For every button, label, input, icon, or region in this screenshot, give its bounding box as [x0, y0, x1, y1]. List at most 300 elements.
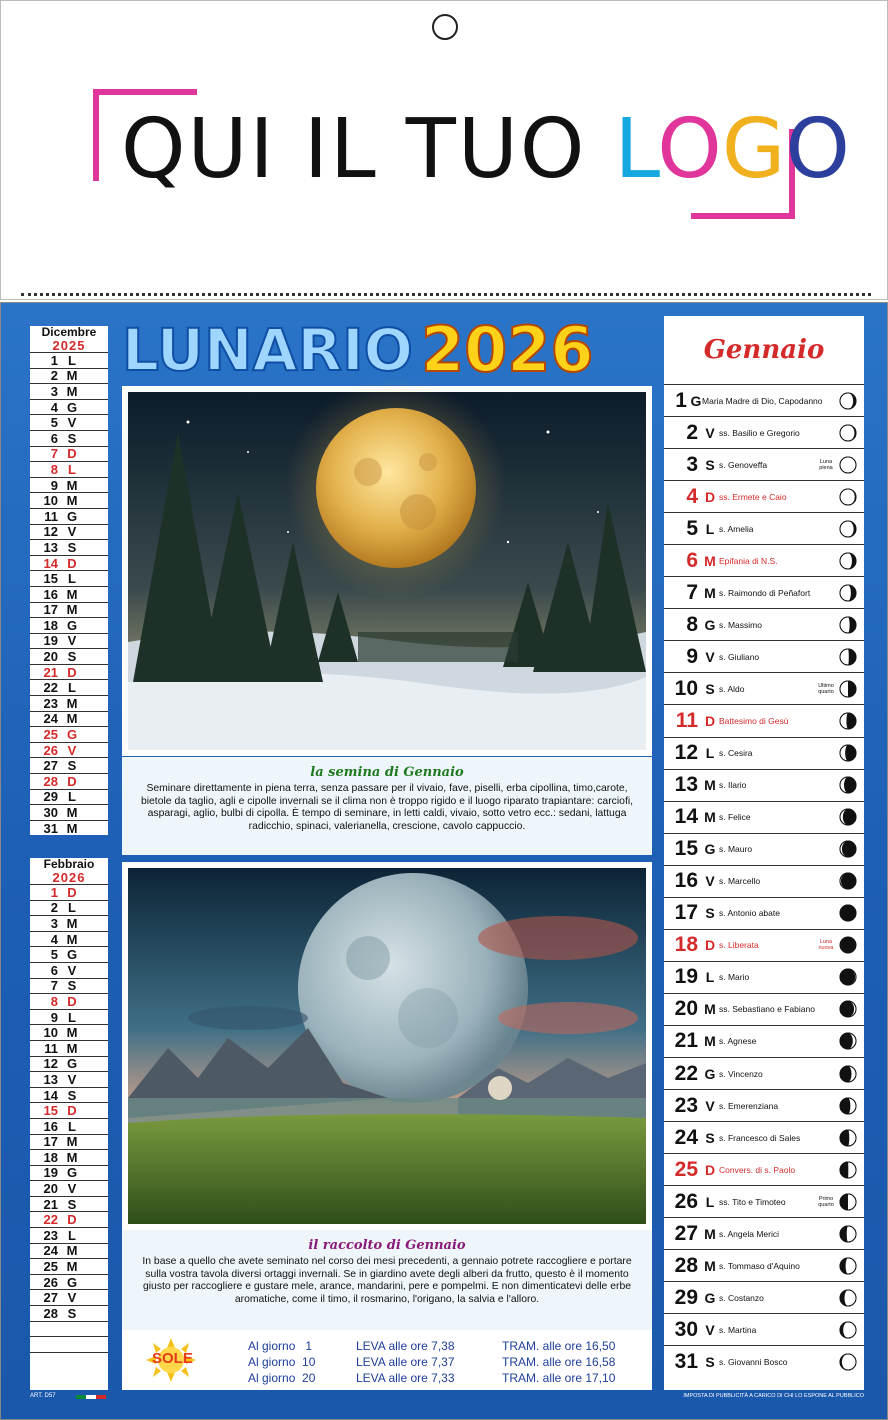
mini-day-number: 7: [50, 446, 58, 462]
mini-day-row: [30, 789, 108, 805]
mini-day-row: [30, 570, 108, 586]
mountain-moon-picture: [122, 862, 652, 1230]
mini-day-row: [30, 1040, 108, 1056]
mini-day-letter: S: [67, 758, 77, 774]
mini-day-number: 1: [50, 352, 58, 368]
day-letter: D: [704, 937, 716, 954]
day-number: 24: [674, 1125, 698, 1149]
semina-title: la semina di Gennaio: [310, 765, 464, 780]
mini-day-row: [30, 804, 108, 820]
mini-day-row: [30, 508, 108, 524]
day-letter: M: [704, 1225, 716, 1242]
mini-day-letter: M: [66, 711, 78, 727]
moon-phase-icon: [838, 1128, 858, 1148]
day-number: 22: [674, 1061, 698, 1085]
mini-day-row: [30, 586, 108, 602]
moon-phase-icon: [838, 1096, 858, 1116]
day-letter: V: [705, 1321, 715, 1338]
saint-name: s. Angela Merici: [719, 1228, 779, 1239]
sunset-time: TRAM. alle ore 16,50: [502, 1339, 616, 1353]
saint-name: s. Mario: [719, 972, 750, 983]
january-day-row: [664, 1057, 864, 1089]
mini-day-row: [30, 1134, 108, 1150]
day-letter: L: [705, 1193, 715, 1210]
logo-placeholder-text: [121, 102, 850, 197]
day-letter: M: [704, 1001, 716, 1018]
mini-day-letter: S: [67, 1196, 77, 1212]
mini-day-letter: D: [67, 773, 77, 789]
article-code: ART. D57: [30, 1393, 56, 1399]
mini-day-row: [30, 368, 108, 384]
january-day-row: [664, 897, 864, 929]
saint-name: s. Raimondo di Peñafort: [719, 587, 811, 598]
january-day-row: [664, 608, 864, 640]
mini-day-letter: G: [66, 399, 78, 415]
day-number: 14: [674, 805, 698, 829]
logo-word: IL: [303, 102, 378, 197]
mini-day-row: [30, 757, 108, 773]
mini-day-number: 8: [50, 993, 58, 1009]
day-number: 27: [674, 1221, 698, 1245]
mini-day-row: [30, 1211, 108, 1227]
mini-day-row: [30, 539, 108, 555]
january-day-row: [664, 1313, 864, 1345]
mini-month-february: [30, 858, 108, 1390]
mini-day-letter: L: [68, 680, 76, 696]
day-number: 28: [674, 1253, 698, 1277]
day-number: 16: [674, 869, 698, 893]
january-day-row: [664, 640, 864, 672]
moon-phase-icon: [838, 807, 858, 827]
mini-day-number: 25: [43, 727, 58, 743]
day-number: 4: [686, 484, 698, 508]
mini-day-number: 10: [43, 493, 58, 509]
january-day-row: [664, 1121, 864, 1153]
mini-day-letter: D: [67, 993, 77, 1009]
day-letter: D: [704, 1161, 716, 1178]
mini-day-letter: M: [66, 1243, 78, 1259]
logo-letter: L: [614, 102, 658, 197]
mini-day-number: 3: [50, 915, 58, 931]
mini-day-row: [30, 915, 108, 931]
saint-name: s. Felice: [719, 812, 751, 823]
moon-phase-icon: [838, 615, 858, 635]
mini-day-row: [30, 900, 108, 916]
saint-name: Battesimo di Gesù: [719, 715, 789, 726]
moon-phase-icon: [838, 967, 858, 987]
mini-day-row: [30, 1118, 108, 1134]
january-day-row: [664, 929, 864, 961]
mini-day-letter: M: [66, 1040, 78, 1056]
logo-header: [0, 0, 888, 300]
day-letter: V: [705, 1097, 715, 1114]
mini-month-year: 2026: [52, 870, 86, 885]
moon-phase-label: Luna nuova: [818, 939, 834, 952]
january-day-row: [664, 544, 864, 576]
moon-phase-icon: [838, 1288, 858, 1308]
mini-month-name: Dicembre: [41, 325, 97, 339]
mini-day-row: [30, 884, 108, 900]
mini-day-row: [30, 492, 108, 508]
mini-month-december: [30, 326, 108, 835]
mini-day-number: 4: [50, 399, 58, 415]
moon-phase-icon: [838, 1064, 858, 1084]
mini-day-letter: M: [66, 1259, 78, 1275]
day-number: 30: [674, 1317, 698, 1341]
mini-day-letter: L: [68, 352, 76, 368]
january-title: Gennaio: [703, 335, 825, 365]
mini-day-number: 17: [43, 1134, 58, 1150]
mini-day-row: [30, 931, 108, 947]
mini-day-letter: M: [66, 586, 78, 602]
mini-day-number: 25: [43, 1259, 58, 1275]
day-number: 29: [674, 1285, 698, 1309]
perforation-line: [21, 293, 871, 296]
mini-day-letter: D: [67, 884, 77, 900]
saint-name: s. Amelia: [719, 523, 754, 534]
mini-day-letter: G: [66, 1274, 78, 1290]
sun-day: Al giorno 1: [248, 1339, 313, 1353]
moon-phase-icon: [838, 839, 858, 859]
sunrise-time: LEVA alle ore 7,37: [356, 1355, 455, 1369]
mini-day-number: 30: [43, 805, 58, 821]
mini-day-number: 12: [43, 1056, 58, 1072]
mini-day-letter: M: [66, 931, 78, 947]
mini-day-row: [30, 1258, 108, 1274]
mini-day-row: [30, 726, 108, 742]
mini-day-number: 6: [50, 962, 58, 978]
january-day-row: [664, 1249, 864, 1281]
january-day-row: [664, 1153, 864, 1185]
mini-day-number: 16: [43, 586, 58, 602]
mini-day-letter: M: [66, 1149, 78, 1165]
day-letter: S: [705, 1353, 715, 1370]
mini-day-number: 11: [44, 508, 58, 524]
mini-day-number: 27: [43, 1290, 58, 1306]
mini-day-number: 22: [43, 680, 58, 696]
mini-day-row: [30, 555, 108, 571]
saint-name: ss. Basilio e Gregorio: [719, 427, 800, 438]
day-number: 8: [686, 612, 698, 636]
italian-flag-icon: [76, 1395, 106, 1399]
january-day-row: [664, 833, 864, 865]
mini-day-row: [30, 993, 108, 1009]
saint-name: s. Giovanni Bosco: [719, 1356, 788, 1367]
day-letter: L: [705, 520, 715, 537]
mini-day-row: [30, 773, 108, 789]
moon-phase-label: Ultimo quarto: [818, 682, 834, 695]
raccolto-text: In base a quello che avete seminato nel corso dei mesi precedenti, a gennaio potrete raccogliere e portare sulla vostra tavola diversi ortaggi invernali. Se in giardino avete degli alberi da frutto, questo è il momento giusto per raccogliere e gustare mele, arance, mandarini, pere e pompelmi. E non dimenticatevi delle erbe aromatiche, come il timo, il rosmarino, l'origano, la salvia e l'alloro.: [142, 1256, 632, 1305]
saint-name: ss. Tito e Timoteo: [719, 1196, 786, 1207]
mini-day-row: [30, 742, 108, 758]
saint-name: s. Antonio abate: [719, 908, 780, 919]
mini-day-number: 21: [43, 664, 58, 680]
mini-day-number: 19: [43, 1165, 58, 1181]
day-letter: L: [705, 745, 715, 762]
january-day-row: [664, 576, 864, 608]
mini-day-letter: D: [67, 555, 77, 571]
mini-day-row: [30, 946, 108, 962]
day-letter: G: [704, 1065, 716, 1082]
mini-day-row: [30, 695, 108, 711]
mini-day-letter: L: [68, 1009, 76, 1025]
day-letter: S: [705, 456, 715, 473]
day-number: 5: [686, 516, 698, 540]
mini-day-row: [30, 399, 108, 415]
mini-day-number: 7: [50, 978, 58, 994]
mini-day-letter: S: [67, 649, 77, 665]
mini-day-number: 27: [43, 758, 58, 774]
mini-day-letter: V: [67, 962, 77, 978]
mini-day-letter: S: [67, 539, 77, 555]
mini-day-letter: M: [66, 368, 78, 384]
mini-day-letter: L: [68, 461, 76, 477]
mini-day-row: [30, 664, 108, 680]
sun-times-panel: [122, 1330, 652, 1390]
mini-day-number: 2: [50, 368, 58, 384]
mini-day-letter: M: [66, 383, 78, 399]
day-number: 13: [674, 773, 698, 797]
mini-day-number: 18: [43, 1149, 58, 1165]
sunrise-time: LEVA alle ore 7,38: [356, 1339, 455, 1353]
mini-day-letter: G: [66, 617, 78, 633]
mini-day-letter: M: [66, 602, 78, 618]
semina-panel: [122, 757, 652, 855]
mini-day-number: 15: [43, 571, 58, 587]
mini-day-row: [30, 1009, 108, 1025]
january-day-row: [664, 769, 864, 801]
day-number: 15: [674, 837, 698, 861]
january-day-row: [664, 480, 864, 512]
sunrise-time: LEVA alle ore 7,33: [356, 1371, 455, 1385]
sun-times-table: [248, 1338, 648, 1386]
mini-day-letter: D: [67, 446, 77, 462]
winter-moon-illustration: [128, 392, 646, 750]
day-letter: M: [704, 552, 716, 569]
moon-phase-icon: [838, 551, 858, 571]
january-day-row: [664, 384, 864, 416]
saint-name: ss. Sebastiano e Fabiano: [719, 1004, 815, 1015]
moon-phase-icon: [838, 1256, 858, 1276]
saint-name: s. Vincenzo: [719, 1068, 763, 1079]
mini-day-letter: S: [67, 1305, 77, 1321]
moon-phase-icon: [838, 391, 858, 411]
saint-name: s. Liberata: [719, 940, 759, 951]
day-number: 3: [686, 452, 698, 476]
day-number: 20: [674, 997, 698, 1021]
mini-day-letter: M: [66, 820, 78, 836]
mini-day-number: 22: [43, 1212, 58, 1228]
january-day-row: [664, 993, 864, 1025]
mini-day-number: 23: [43, 695, 58, 711]
moon-phase-icon: [838, 455, 858, 475]
january-day-list: [664, 384, 864, 1377]
mini-day-row: [30, 820, 108, 836]
sunset-time: TRAM. alle ore 16,58: [502, 1355, 616, 1369]
hanging-hole: [432, 14, 458, 40]
mini-day-row: [30, 1274, 108, 1290]
mini-day-letter: V: [67, 742, 77, 758]
day-letter: G: [704, 616, 716, 633]
mini-day-letter: S: [67, 430, 77, 446]
mini-day-number: 5: [50, 415, 58, 431]
moon-phase-icon: [838, 583, 858, 603]
day-number: 26: [674, 1189, 698, 1213]
moon-phase-icon: [838, 775, 858, 795]
mini-day-number: 24: [43, 711, 58, 727]
january-day-row: [664, 672, 864, 704]
mini-day-number: 8: [50, 461, 58, 477]
title-lunario: LUNARIO: [122, 316, 413, 384]
mini-day-row: [30, 477, 108, 493]
january-day-row: [664, 737, 864, 769]
mini-day-number: 23: [43, 1227, 58, 1243]
day-letter: M: [704, 777, 716, 794]
sun-label: SOLE: [152, 1350, 193, 1367]
logo-letter: G: [721, 102, 786, 197]
mini-day-number: 11: [44, 1040, 58, 1056]
day-letter: S: [705, 1129, 715, 1146]
day-letter: M: [704, 584, 716, 601]
day-number: 19: [674, 965, 698, 989]
mini-day-letter: D: [67, 1212, 77, 1228]
tax-notice: IMPOSTA DI PUBBLICITÀ A CARICO DI CHI LO ESPONE AL PUBBLICO: [683, 1393, 864, 1399]
logo-letter: O: [785, 102, 850, 197]
day-number: 7: [686, 580, 698, 604]
mini-day-letter: V: [67, 1181, 77, 1197]
mini-day-row: [30, 1180, 108, 1196]
mini-day-number: 15: [43, 1103, 58, 1119]
mini-month-name: Febbraio: [43, 857, 95, 871]
day-number: 12: [674, 741, 698, 765]
mini-day-number: 4: [50, 931, 58, 947]
day-letter: G: [690, 392, 702, 409]
mini-day-row: [30, 1024, 108, 1040]
january-day-row: [664, 801, 864, 833]
mini-day-row: [30, 1165, 108, 1181]
saint-name: s. Tommaso d'Aquino: [719, 1260, 800, 1271]
mini-blank-row: [30, 1321, 108, 1337]
moon-phase-label: Primo quarto: [818, 1195, 834, 1208]
saint-name: s. Marcello: [719, 876, 761, 887]
mini-day-number: 5: [50, 947, 58, 963]
day-letter: V: [705, 648, 715, 665]
day-letter: M: [704, 809, 716, 826]
mini-day-row: [30, 430, 108, 446]
mini-day-letter: M: [66, 493, 78, 509]
mini-day-row: [30, 1227, 108, 1243]
mini-day-number: 28: [43, 773, 58, 789]
mini-day-row: [30, 1087, 108, 1103]
mini-day-letter: M: [66, 477, 78, 493]
saint-name: s. Emerenziana: [719, 1100, 779, 1111]
moon-phase-icon: [838, 519, 858, 539]
january-day-row: [664, 1089, 864, 1121]
january-day-row: [664, 448, 864, 480]
moon-phase-icon: [838, 1320, 858, 1340]
mini-day-letter: L: [68, 1227, 76, 1243]
mini-day-row: [30, 446, 108, 462]
mini-day-letter: M: [66, 695, 78, 711]
saint-name: s. Cesira: [719, 748, 753, 759]
mini-day-letter: S: [67, 978, 77, 994]
january-day-row: [664, 1281, 864, 1313]
day-letter: G: [704, 1289, 716, 1306]
mini-day-letter: L: [68, 900, 76, 916]
day-number: 6: [686, 548, 698, 572]
mini-day-row: [30, 1305, 108, 1321]
mini-day-row: [30, 602, 108, 618]
winter-moon-picture: [122, 386, 652, 756]
day-number: 31: [674, 1349, 698, 1373]
mini-day-row: [30, 633, 108, 649]
mini-day-letter: M: [66, 1025, 78, 1041]
day-number: 2: [686, 420, 698, 444]
moon-phase-icon: [838, 487, 858, 507]
mini-day-number: 13: [43, 539, 58, 555]
mini-day-number: 2: [50, 900, 58, 916]
mini-day-letter: V: [67, 415, 77, 431]
day-number: 18: [674, 933, 698, 957]
day-letter: L: [705, 969, 715, 986]
mini-day-letter: G: [66, 947, 78, 963]
mini-day-row: [30, 1196, 108, 1212]
title-year: 2026: [420, 313, 594, 386]
saint-name: Epifania di N.S.: [719, 555, 778, 566]
saint-name: s. Francesco di Sales: [719, 1132, 801, 1143]
mini-day-row: [30, 461, 108, 477]
day-letter: G: [704, 841, 716, 858]
january-day-row: [664, 1185, 864, 1217]
mini-day-number: 13: [43, 1071, 58, 1087]
mini-day-letter: G: [66, 508, 78, 524]
mini-day-number: 14: [43, 1087, 58, 1103]
mini-day-row: [30, 679, 108, 695]
mini-day-number: 24: [43, 1243, 58, 1259]
saint-name: Maria Madre di Dio, Capodanno: [702, 395, 823, 406]
day-number: 21: [674, 1029, 698, 1053]
raccolto-title: il raccolto di Gennaio: [308, 1238, 466, 1253]
mini-day-letter: S: [67, 1087, 77, 1103]
mini-day-row: [30, 524, 108, 540]
mini-day-number: 16: [43, 1118, 58, 1134]
month-january: [664, 316, 864, 1390]
january-day-row: [664, 961, 864, 993]
sun-time-row: [248, 1370, 648, 1386]
mini-day-number: 10: [43, 1025, 58, 1041]
mini-day-row: [30, 1289, 108, 1305]
january-day-row: [664, 1217, 864, 1249]
raccolto-panel: [122, 1230, 652, 1330]
mini-day-row: [30, 1056, 108, 1072]
mini-day-number: 12: [43, 524, 58, 540]
moon-phase-icon: [838, 743, 858, 763]
day-letter: V: [705, 424, 715, 441]
mini-day-row: [30, 414, 108, 430]
moon-phase-label: Luna piena: [819, 458, 833, 471]
sun-time-row: [248, 1354, 648, 1370]
day-number: 10: [674, 676, 698, 700]
saint-name: s. Martina: [719, 1324, 757, 1335]
mini-day-letter: V: [67, 524, 77, 540]
mini-day-letter: V: [67, 1071, 77, 1087]
sun-time-row: [248, 1338, 648, 1354]
saint-name: s. Mauro: [719, 844, 753, 855]
mini-day-number: 31: [43, 820, 58, 836]
saint-name: s. Ilario: [719, 780, 747, 791]
saint-name: s. Costanzo: [719, 1292, 764, 1303]
mini-day-number: 29: [43, 789, 58, 805]
